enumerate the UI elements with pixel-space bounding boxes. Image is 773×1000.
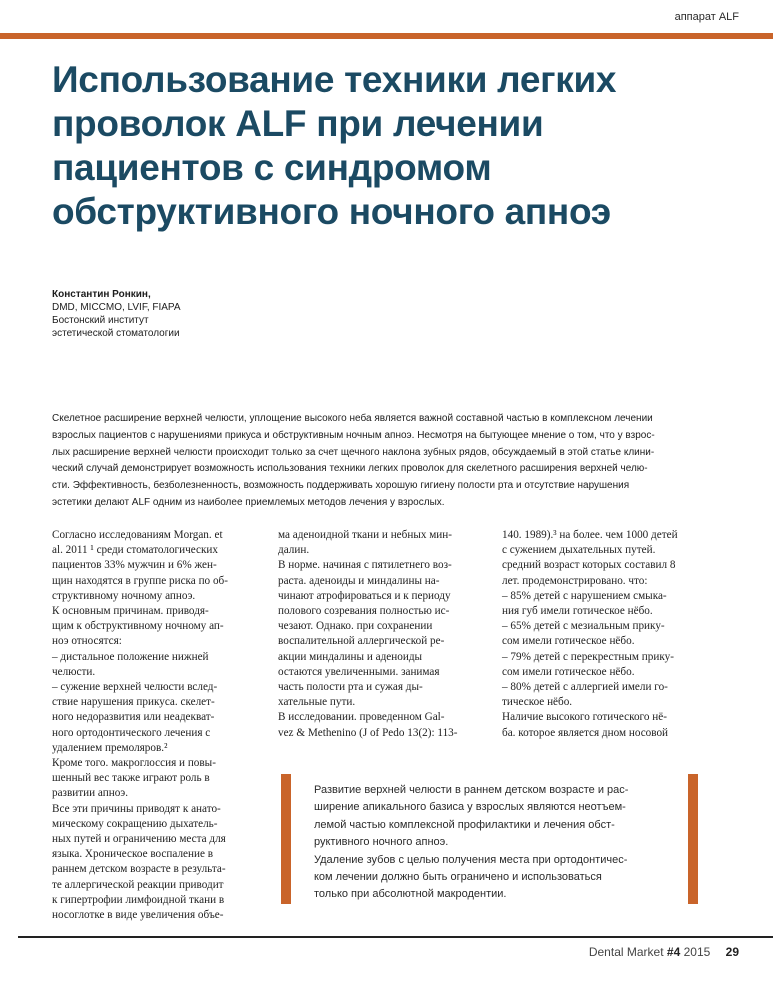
body-line: – дистальное положение нижней — [52, 650, 209, 663]
body-line: ных путей и ограничению места для — [52, 833, 226, 846]
pullquote-line: ком лечении должно быть ограничено и использоваться — [314, 871, 602, 884]
issue-year: 2015 — [683, 945, 711, 959]
magazine-name: Dental Market — [588, 945, 664, 959]
body-line: развитии апноэ. — [52, 787, 129, 800]
body-line: чинают атрофироваться и к периоду — [278, 589, 451, 602]
body-line: раста. аденоиды и миндалины на- — [278, 574, 440, 587]
body-line: – 79% детей с перекрестным прику- — [502, 650, 674, 663]
footer-rule — [18, 936, 773, 938]
body-line: языка. Хроническое воспаление в — [52, 848, 214, 861]
body-line: Согласно исследованиям Morgan. et — [52, 529, 223, 541]
body-line: – 65% детей с мезиальным прику- — [502, 620, 665, 633]
title-line: проволок ALF при лечении — [52, 103, 544, 144]
abstract-line: Скелетное расширение верхней челюсти, уплощение высокого неба является важной составной частью в комплексном лечении — [52, 413, 653, 424]
body-line: средний возраст которых составил 8 — [502, 559, 676, 572]
body-line: ствие нарушения прикуса. скелет- — [52, 696, 215, 709]
body-line: В исследовании. проведенном Gal- — [278, 711, 445, 724]
article-title — [52, 58, 742, 234]
body-line: тическое нёбо. — [502, 696, 573, 709]
top-accent-rule — [0, 33, 773, 39]
author-block — [52, 288, 181, 340]
author-affiliation: Бостонский институт — [52, 315, 149, 326]
body-column-1 — [52, 528, 252, 923]
page-number: 29 — [725, 945, 739, 959]
body-line: полового созревания полностью ис- — [278, 605, 450, 618]
title-line: Использование техники легких — [52, 59, 617, 100]
pullquote-line: только при абсолютной макродентии. — [314, 888, 507, 901]
author-affiliation: эстетической стоматологии — [52, 328, 180, 339]
author-credentials: DMD, MICCMO, LVIF, FIAPA — [52, 302, 181, 313]
body-line: мическому сокращению дыхатель- — [52, 817, 218, 830]
body-line: ного недоразвития или неадекват- — [52, 711, 215, 724]
pullquote-line: руктивного ночного апноэ. — [314, 836, 449, 849]
body-line: Наличие высокого готического нё- — [502, 711, 667, 724]
body-line: vez & Methenino (J of Pedo 13(2): 113- — [278, 726, 458, 739]
title-line: обструктивного ночного апноэ — [52, 191, 611, 232]
body-line: щим к обструктивному ночному ап- — [52, 620, 224, 633]
body-line: челюсти. — [52, 665, 96, 678]
body-line: ного ортодонтического лечения с — [52, 726, 211, 739]
body-line: К основным причинам. приводя- — [52, 605, 209, 618]
section-label: аппарат ALF — [674, 11, 739, 23]
body-line: 140. 1989).³ на более. чем 1000 детей — [502, 529, 678, 541]
body-line: с сужением дыхательных путей. — [502, 544, 656, 557]
abstract-line: взрослых пациентов с нарушениями прикуса и обструктивным ночным апноэ. Несмотря на бытующее мнение о том, что у взрос- — [52, 429, 655, 441]
body-line: ба. которое является дном носовой — [502, 726, 669, 739]
body-line: лет. продемонстрировано. что: — [502, 574, 648, 587]
body-line: носоглотке в виде увеличения объе- — [52, 909, 224, 922]
title-line: пациентов с синдромом — [52, 147, 492, 188]
author-name: Константин Ронкин, — [52, 289, 151, 300]
body-column-2 — [278, 528, 478, 741]
abstract — [52, 411, 724, 512]
body-line: сом имели готическое нёбо. — [502, 635, 635, 648]
body-line: хательные пути. — [278, 696, 356, 709]
body-line: ноэ относятся: — [52, 635, 122, 648]
body-line: те аллергической реакции приводит — [52, 878, 224, 891]
body-line: сом имели готическое нёбо. — [502, 665, 635, 678]
body-line: чезают. Однако. при сохранении — [278, 620, 433, 633]
body-column-3 — [502, 528, 702, 741]
pullquote-left-bar — [281, 774, 291, 904]
body-line: – 85% детей с нарушением смыка- — [502, 589, 667, 602]
body-line: al. 2011 ¹ среди стоматологических — [52, 544, 218, 557]
body-line: ния губ имели готическое нёбо. — [502, 605, 653, 618]
abstract-line: ческий случай демонстрирует возможность использования техники легких проволок для скелетного расширения верхней челю- — [52, 463, 648, 475]
pullquote-line: Удаление зубов с целью получения места при ортодонтичес- — [314, 853, 628, 866]
pullquote-right-bar — [688, 774, 698, 904]
issue-number: #4 — [666, 945, 681, 959]
body-line: В норме. начиная с пятилетнего воз- — [278, 559, 452, 572]
abstract-line: эстетики делают ALF одним из наиболее приемлемых методов лечения у взрослых. — [52, 496, 445, 508]
body-line: Кроме того. макроглоссия и повы- — [52, 757, 216, 770]
body-line: щин находятся в группе риска по об- — [52, 574, 228, 587]
body-line: акции миндалины и аденоиды — [278, 650, 423, 663]
body-line: шенный вес также играют роль в — [52, 772, 210, 785]
body-line: остаются увеличенными. занимая — [278, 665, 440, 678]
body-line: Все эти причины приводят к анато- — [52, 802, 221, 815]
pullquote-line: лемой частью комплексной профилактики и лечения обст- — [314, 818, 615, 831]
body-line: ма аденоидной ткани и небных мин- — [278, 529, 453, 541]
body-line: к гипертрофии лимфоидной ткани в — [52, 893, 225, 906]
body-line: часть полости рта и сужая ды- — [278, 681, 423, 694]
body-line: раннем детском возрасте в результа- — [52, 863, 226, 876]
pullquote-line: ширение апикального базиса у взрослых являются неотъем- — [314, 801, 626, 814]
abstract-line: сти. Эффективность, безболезненность, возможность поддерживать хорошую гигиену полости рта и отсутствие нарушения — [52, 480, 630, 492]
body-line: далин. — [278, 544, 310, 557]
abstract-line: лых расширение верхней челюсти происходит только за счет щечного наклона зубных рядов, обсуждаемый в этой статье клини- — [52, 446, 655, 458]
pullquote-line: Развитие верхней челюсти в раннем детском возрасте и рас- — [314, 784, 629, 796]
body-line: – 80% детей с аллергией имели го- — [502, 681, 668, 694]
body-line: удалением премоляров.² — [52, 741, 168, 754]
pullquote — [314, 782, 674, 904]
body-line: пациентов 33% мужчин и 6% жен- — [52, 559, 217, 572]
body-line: структивному ночному апноэ. — [52, 589, 196, 602]
body-line: – сужение верхней челюсти вслед- — [52, 681, 218, 694]
page-footer — [589, 945, 739, 959]
body-line: воспалительной аллергической ре- — [278, 635, 445, 648]
